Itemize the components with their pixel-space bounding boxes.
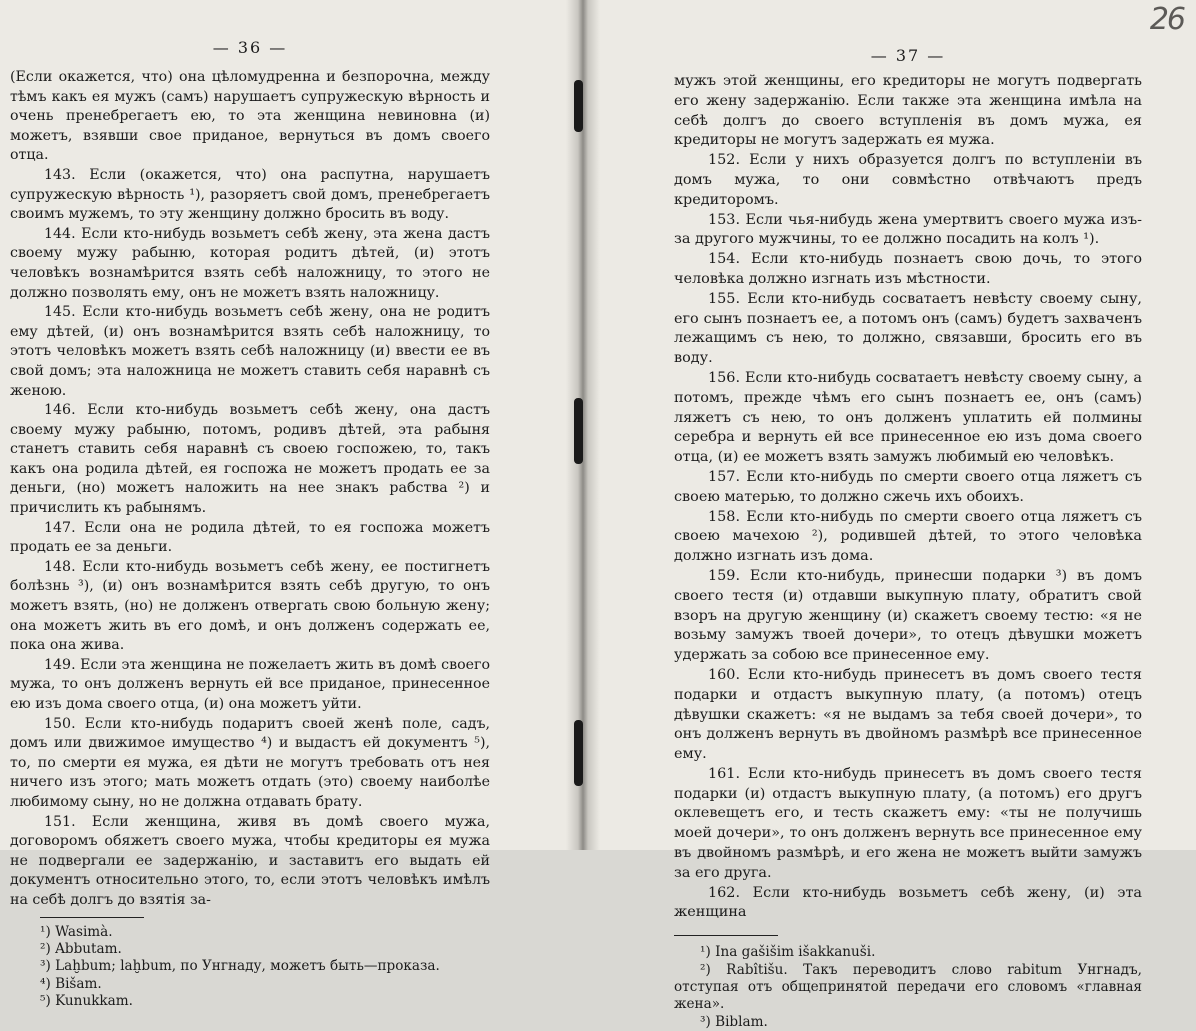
paragraph: 158. Если кто-нибудь по смерти своего отца ляжетъ съ своею мачехою ²), родившей дѣтей, то этого человѣка должно изгнать изъ дома. bbox=[674, 508, 1142, 565]
footnote: ²) Abbutam. bbox=[40, 940, 122, 957]
page-stamp: 26 bbox=[1149, 2, 1184, 37]
paragraph: 147. Если она не родила дѣтей, то ея госпожа можетъ продать ее за деньги. bbox=[10, 519, 490, 556]
paragraph: (Если окажется, что) она цѣломудренна и безпорочна, между тѣмъ какъ ея мужъ (самъ) нарушаетъ супружескую вѣрность и очень пренебрегаетъ ею, то эта женщина невиновна (и) можетъ, взявши свое приданое, вернуться въ домъ своего отца. bbox=[10, 69, 490, 164]
book-gutter bbox=[566, 0, 600, 850]
footnote: ²) Rabîtišu. Такъ переводитъ слово rabitum Унгнадъ, отступая отъ общепринятой передачи его словомъ «главная жена». bbox=[674, 961, 1142, 1013]
binding-thread bbox=[574, 720, 583, 786]
footnote: ⁵) Kunukkam. bbox=[40, 993, 133, 1010]
footnote-divider bbox=[674, 935, 778, 936]
paragraph: 146. Если кто-нибудь возьметъ себѣ жену, она дастъ своему мужу рабыню, потомъ, родивъ дѣтей, эта рабыня станетъ ставить себя наравнѣ съ своею госпожею, то, такъ какъ она родила дѣтей, ея госпожа не можетъ продать ее за деньги, (но) можетъ наложить на нее знакъ рабства ²) и причислить къ рабынямъ. bbox=[10, 402, 490, 517]
left-page bbox=[0, 0, 582, 1010]
page-number: — 37 — bbox=[870, 46, 946, 65]
page-body bbox=[674, 72, 1142, 923]
paragraph: 148. Если кто-нибудь возьметъ себѣ жену, ее постигнетъ болѣзнь ³), (и) онъ вознамѣрится взять себѣ другую, то онъ можетъ взять, (но) не долженъ отвергать свою больную жену; она можетъ жить въ его домѣ, и онъ долженъ содержать ее, пока она жива. bbox=[10, 558, 490, 654]
paragraph: 161. Если кто-нибудь принесетъ въ домъ своего тестя подарки (и) отдастъ выкупную плату, (а потомъ) его другъ оклевещетъ его, и тесть скажетъ ему: «ты не получишь моей дочери», то онъ долженъ вернуть все принесенное ему въ двойномъ размѣрѣ, и его жена не можетъ выйти замужъ за его друга. bbox=[674, 765, 1142, 881]
footnote: ¹) Ina gašišim išakkanuši. bbox=[700, 944, 876, 961]
paragraph: 157. Если кто-нибудь по смерти своего отца ляжетъ съ своею матерью, то должно сжечь ихъ обоихъ. bbox=[674, 468, 1142, 505]
right-page bbox=[582, 0, 1196, 1030]
footnote: ¹) Wasimà. bbox=[40, 923, 113, 940]
paragraph: 155. Если кто-нибудь сосватаетъ невѣсту своему сыну, его сынъ познаетъ ее, а потомъ онъ (самъ) будетъ захваченъ лежащимъ съ нею, то должно, связавши, бросить его въ воду. bbox=[674, 290, 1142, 367]
paragraph: 154. Если кто-нибудь познаетъ свою дочь, то этого человѣка должно изгнать изъ мѣстности. bbox=[674, 251, 1142, 287]
paragraph: мужъ этой женщины, его кредиторы не могутъ подвергать его жену задержанію. Если также эта женщина имѣла на себѣ долгъ до своего вступленія въ домъ мужа, ея кредиторы не могутъ задержать ея мужа. bbox=[674, 73, 1142, 149]
paragraph: 144. Если кто-нибудь возьметъ себѣ жену, эта жена дастъ своему мужу рабыню, которая родитъ дѣтей, (и) этотъ человѣкъ вознамѣрится взять себѣ наложницу, то этого не должно позволять ему, онъ не можетъ взять наложницу. bbox=[10, 225, 490, 301]
paragraph: 153. Если чья-нибудь жена умертвитъ своего мужа изъ-за другого мужчины, то ее должно посадить на колъ ¹). bbox=[674, 211, 1142, 248]
footnotes bbox=[10, 924, 490, 1011]
page-number: — 36 — bbox=[212, 38, 288, 57]
footnotes bbox=[674, 944, 1142, 1031]
binding-thread bbox=[574, 80, 583, 132]
paragraph: 151. Если женщина, живя въ домѣ своего мужа, договоромъ обяжетъ своего мужа, чтобы кредиторы ея мужа не подвергали ее задержанію, и заставитъ его выдать ей документъ относительно этого, то, если этотъ человѣкъ имѣлъ на себѣ долгъ до взятія за- bbox=[10, 813, 490, 908]
paragraph: 143. Если (окажется, что) она распутна, нарушаетъ супружескую вѣрность ¹), разоряетъ свой домъ, пренебрегаетъ своимъ мужемъ, то эту женщину должно бросить въ воду. bbox=[10, 166, 490, 223]
paragraph: 145. Если кто-нибудь возьметъ себѣ жену, она не родитъ ему дѣтей, (и) онъ вознамѣрится взять себѣ наложницу, то этотъ человѣкъ можетъ взять себѣ наложницу (и) ввести ее въ свой домъ; эта наложница не можетъ ставить себя наравнѣ съ женою. bbox=[10, 304, 490, 399]
paragraph: 162. Если кто-нибудь возьметъ себѣ жену, (и) эта женщина bbox=[674, 884, 1142, 921]
footnote: ³) Biblam. bbox=[700, 1013, 768, 1030]
paragraph: 152. Если у нихъ образуется долгъ по вступленіи въ домъ мужа, то они совмѣстно отвѣчаютъ предъ кредиторомъ. bbox=[674, 152, 1142, 208]
footnote: ³) Laḫbum; laḫbum, по Унгнаду, можетъ быть—проказа. bbox=[40, 958, 440, 975]
footnote-divider bbox=[40, 917, 144, 918]
paragraph: 149. Если эта женщина не пожелаетъ жить въ домѣ своего мужа, то онъ долженъ вернуть ей все приданое, принесенное ею изъ дома своего отца, (и) она можетъ уйти. bbox=[10, 656, 490, 712]
paragraph: 159. Если кто-нибудь, принесши подарки ³) въ домъ своего тестя (и) отдавши выкупную плату, обратитъ свой взоръ на другую женщину (и) скажетъ своему тестю: «я не возьму замужъ твоей дочери», то отецъ дѣвушки можетъ удержать за собою все принесенное ему. bbox=[674, 567, 1142, 664]
paragraph: 160. Если кто-нибудь принесетъ въ домъ своего тестя подарки и отдастъ выкупную плату, (а потомъ) отецъ дѣвушки скажетъ: «я не выдамъ за тебя своей дочери», то онъ долженъ вернуть въ двойномъ размѣрѣ все принесенное ему. bbox=[674, 666, 1142, 763]
paragraph: 150. Если кто-нибудь подаритъ своей женѣ поле, садъ, домъ или движимое имущество ⁴) и выдастъ ей документъ ⁵), то, по смерти ея мужа, ея дѣти не могутъ требовать отъ нея ничего изъ этого; мать можетъ отдать (это) своему наиболѣе любимому сыну, но не должна отдавать брату. bbox=[10, 715, 490, 810]
page-body bbox=[10, 68, 490, 911]
paragraph: 156. Если кто-нибудь сосватаетъ невѣсту своему сыну, а потомъ, прежде чѣмъ его сынъ познаетъ ее, онъ (самъ) ляжетъ съ нею, то онъ долженъ уплатить ей полмины серебра и вернуть ей все принесенное ею изъ дома своего отца, (и) ее можетъ взять замужъ любимый ею человѣкъ. bbox=[674, 369, 1142, 466]
binding-thread bbox=[574, 398, 583, 464]
footnote: ⁴) Bišam. bbox=[40, 975, 102, 992]
